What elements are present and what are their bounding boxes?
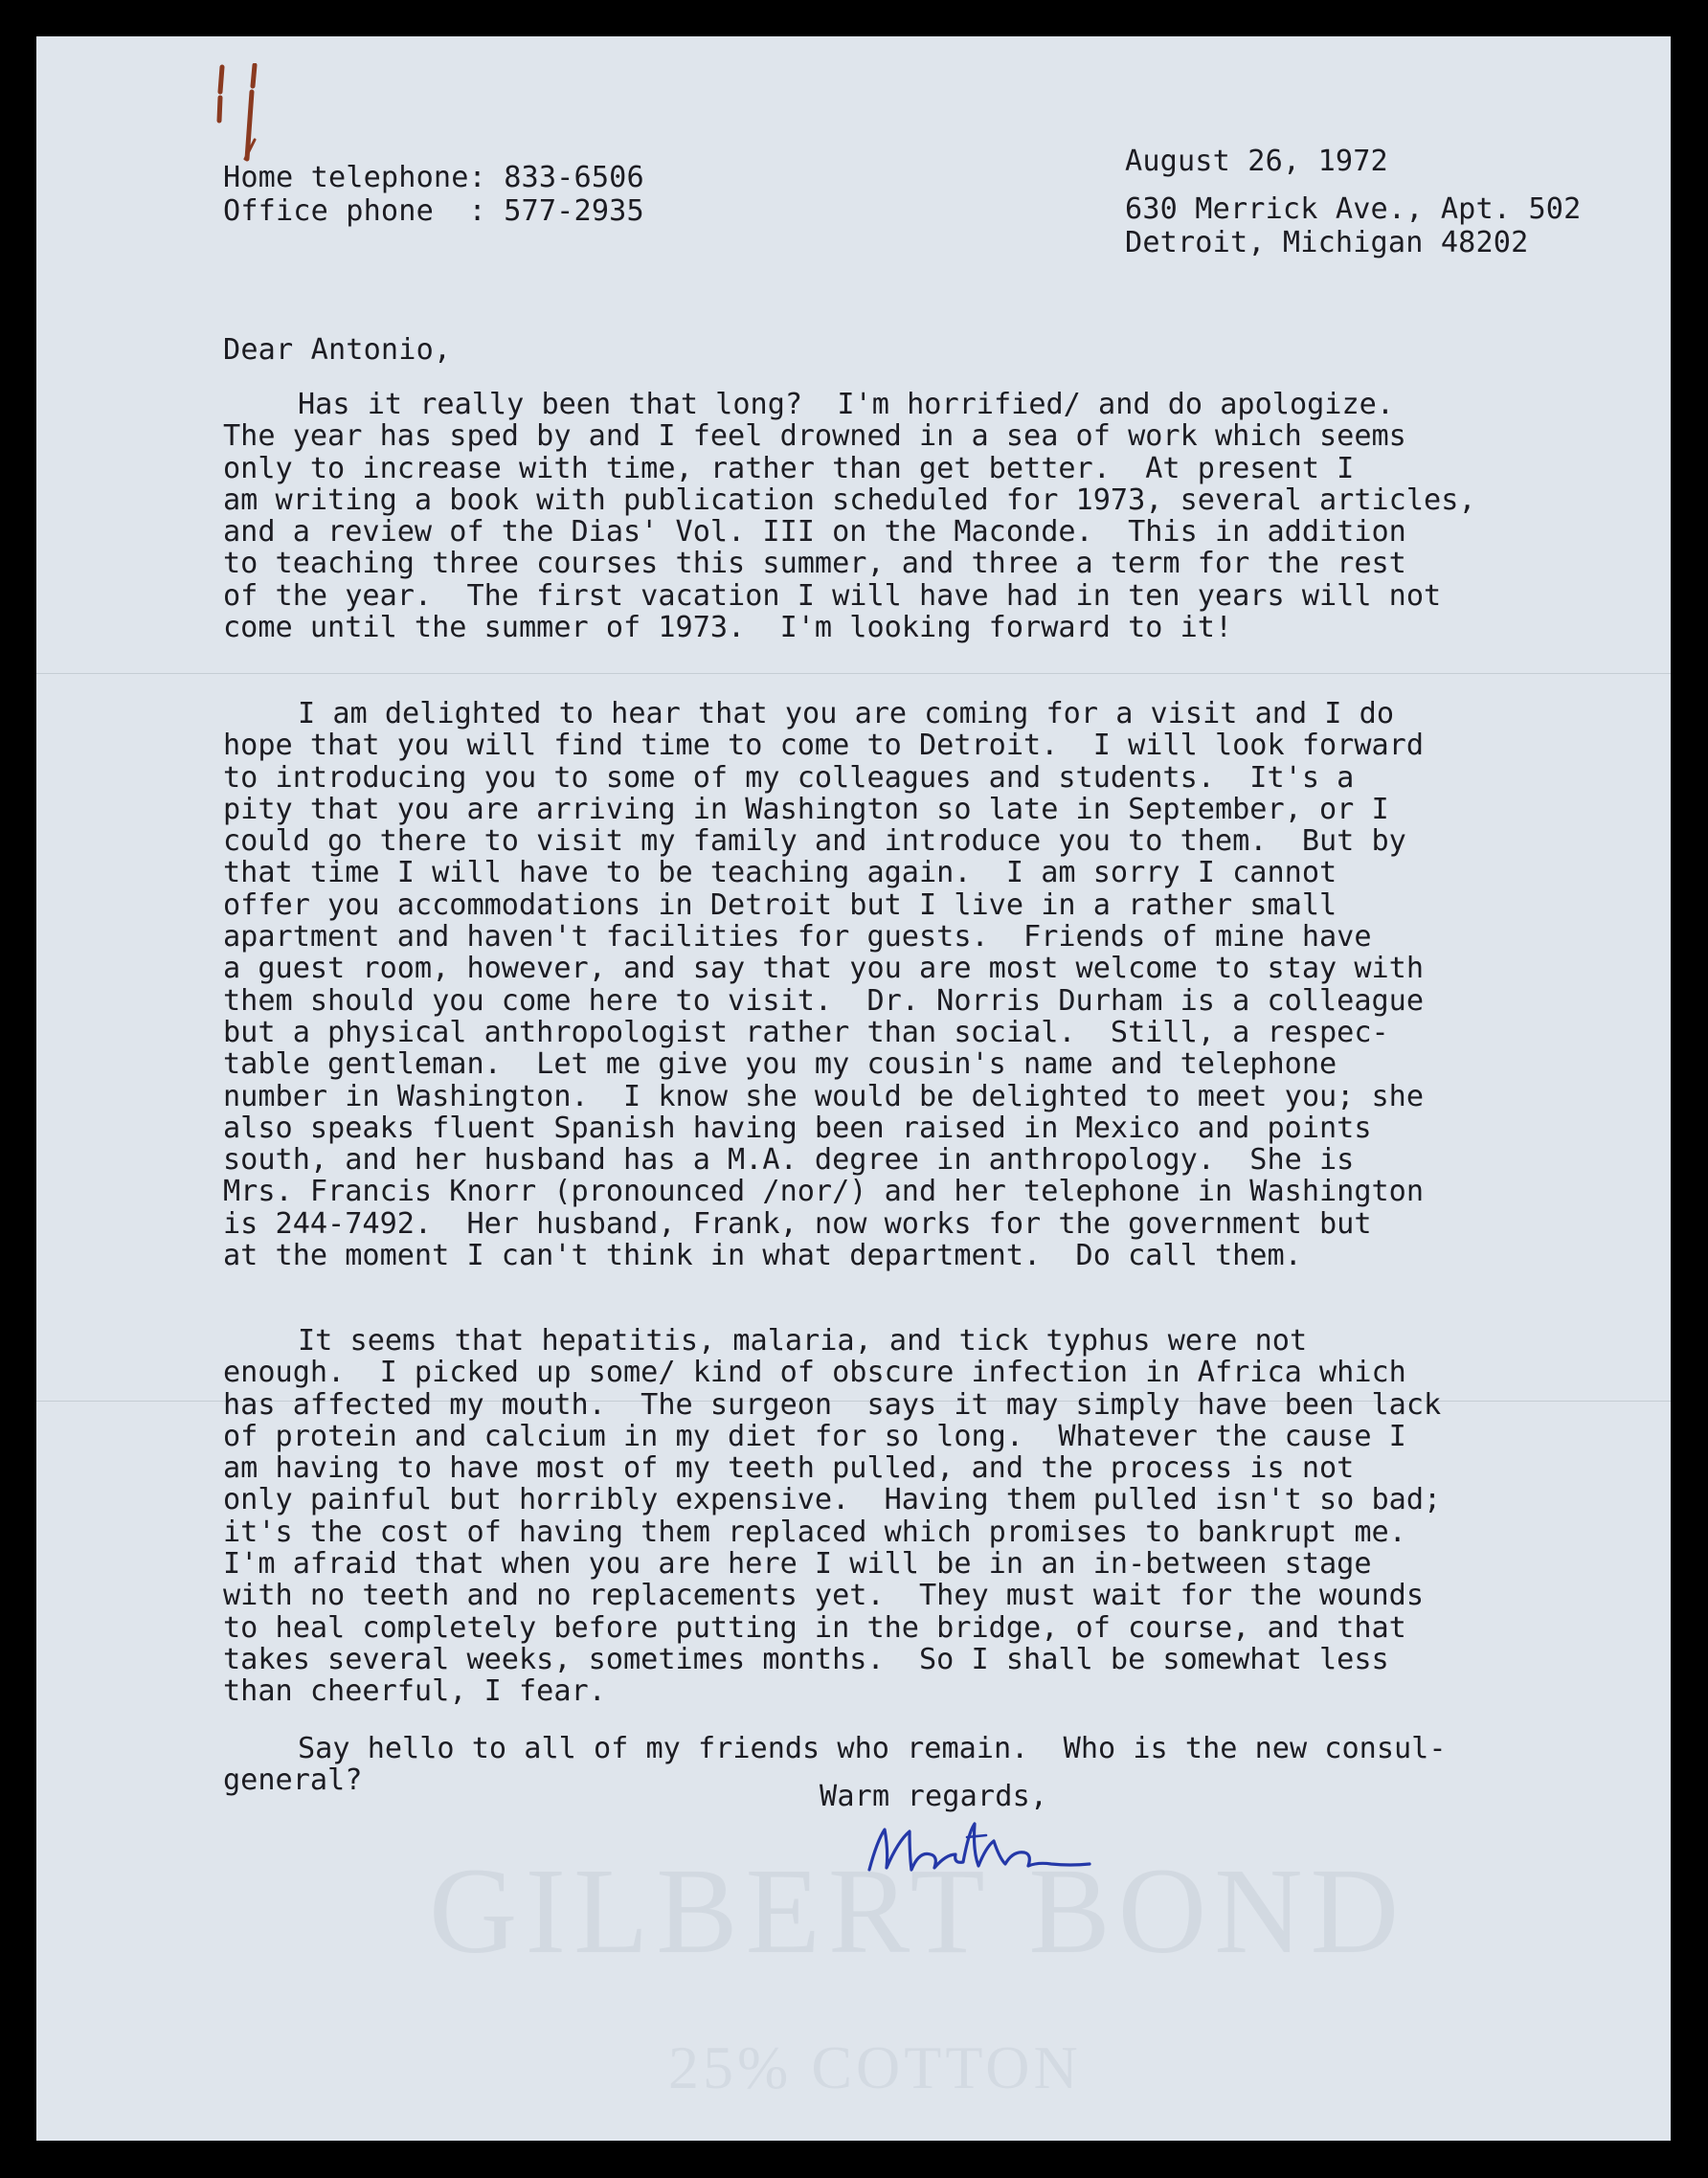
paragraph-line: only painful but horribly expensive. Having them pulled isn't so bad; bbox=[223, 1483, 1442, 1517]
paragraph-line: enough. I picked up some/ kind of obscure infection in Africa which bbox=[223, 1356, 1406, 1390]
paragraph-line: that time I will have to be teaching again. I am sorry I cannot bbox=[223, 856, 1337, 890]
home-telephone-label: Home telephone: bbox=[223, 161, 486, 194]
paragraph-line: pity that you are arriving in Washington so late in September, or I bbox=[223, 792, 1389, 826]
paragraph-line: to introducing you to some of my colleagues and students. It's a bbox=[223, 760, 1355, 795]
paragraph-line: of the year. The first vacation I will have had in ten years will not bbox=[223, 578, 1442, 613]
handwritten-mark bbox=[211, 63, 287, 168]
paragraph-line: I'm afraid that when you are here I will be in an in-between stage bbox=[223, 1547, 1372, 1582]
paragraph-line: has affected my mouth. The surgeon says it may simply have been lack bbox=[223, 1387, 1442, 1422]
body-paragraph-3 bbox=[223, 1325, 1640, 1708]
paragraph-line: with no teeth and no replacements yet. They must wait for the wounds bbox=[223, 1579, 1425, 1613]
paragraph-line: I am delighted to hear that you are coming for a visit and I do bbox=[298, 697, 1394, 730]
paragraph-line: but a physical anthropologist rather than social. Still, a respec- bbox=[223, 1015, 1389, 1049]
paragraph-line: Has it really been that long? I'm horrified/ and do apologize. bbox=[298, 388, 1394, 421]
paragraph-line: could go there to visit my family and introduce you to them. But by bbox=[223, 824, 1406, 859]
body-paragraph-2 bbox=[223, 698, 1640, 1271]
home-telephone-number: 833-6506 bbox=[504, 161, 644, 194]
paragraph-line: table gentleman. Let me give you my cousin's name and telephone bbox=[223, 1047, 1337, 1082]
letter-date: August 26, 1972 bbox=[1125, 145, 1388, 178]
paragraph-line: am writing a book with publication scheduled for 1973, several articles, bbox=[223, 483, 1476, 517]
paragraph-line: to teaching three courses this summer, and three a term for the rest bbox=[223, 547, 1406, 581]
paragraph-line: It seems that hepatitis, malaria, and tick typhus were not bbox=[298, 1324, 1308, 1358]
paragraph-line: them should you come here to visit. Dr. Norris Durham is a colleague bbox=[223, 983, 1425, 1018]
paragraph-line: at the moment I can't think in what department. Do call them. bbox=[223, 1239, 1302, 1273]
paper-watermark: GILBERT BOND bbox=[429, 1843, 1407, 1979]
sender-address-line1: 630 Merrick Ave., Apt. 502 bbox=[1125, 192, 1582, 226]
paragraph-line: The year has sped by and I feel drowned in a sea of work which seems bbox=[223, 419, 1406, 454]
paper-watermark-sub: 25% COTTON bbox=[668, 2033, 1082, 2101]
paragraph-line: than cheerful, I fear. bbox=[223, 1674, 606, 1709]
paragraph-line: am having to have most of my teeth pulled, and the process is not bbox=[223, 1451, 1355, 1486]
signature bbox=[860, 1812, 1109, 1889]
paragraph-line: general? bbox=[223, 1763, 363, 1798]
letter-page bbox=[36, 36, 1671, 2141]
paragraph-line: number in Washington. I know she would be delighted to meet you; she bbox=[223, 1079, 1425, 1113]
paragraph-line: to heal completely before putting in the bridge, of course, and that bbox=[223, 1610, 1406, 1645]
paragraph-line: of protein and calcium in my diet for so long. Whatever the cause I bbox=[223, 1419, 1406, 1453]
fold-line bbox=[36, 673, 1671, 674]
paragraph-line: apartment and haven't facilities for guests. Friends of mine have bbox=[223, 920, 1372, 954]
closing: Warm regards, bbox=[820, 1780, 1048, 1813]
paragraph-line: hope that you will find time to come to Detroit. I will look forward bbox=[223, 729, 1425, 763]
paragraph-line: is 244-7492. Her husband, Frank, now works for the government but bbox=[223, 1206, 1372, 1241]
home-telephone-row bbox=[223, 161, 644, 194]
paragraph-line: only to increase with time, rather than get better. At present I bbox=[223, 451, 1355, 485]
sender-address-line2: Detroit, Michigan 48202 bbox=[1125, 226, 1529, 259]
paragraph-line: also speaks fluent Spanish having been raised in Mexico and points bbox=[223, 1111, 1372, 1145]
paragraph-line: and a review of the Dias' Vol. III on the Maconde. This in addition bbox=[223, 515, 1406, 550]
paragraph-line: it's the cost of having them replaced which promises to bankrupt me. bbox=[223, 1515, 1406, 1549]
paragraph-line: Say hello to all of my friends who remain. Who is the new consul- bbox=[298, 1732, 1447, 1765]
office-phone-row bbox=[223, 194, 644, 228]
salutation: Dear Antonio, bbox=[223, 333, 452, 367]
office-phone-label: Office phone : bbox=[223, 194, 486, 228]
office-phone-number: 577-2935 bbox=[504, 194, 644, 228]
paragraph-line: offer you accommodations in Detroit but I live in a rather small bbox=[223, 887, 1337, 922]
paragraph-line: Mrs. Francis Knorr (pronounced /nor/) and her telephone in Washington bbox=[223, 1175, 1425, 1209]
paragraph-line: a guest room, however, and say that you are most welcome to stay with bbox=[223, 952, 1425, 986]
paragraph-line: come until the summer of 1973. I'm looking forward to it! bbox=[223, 611, 1233, 645]
paragraph-line: takes several weeks, sometimes months. So I shall be somewhat less bbox=[223, 1642, 1389, 1676]
paragraph-line: south, and her husband has a M.A. degree in anthropology. She is bbox=[223, 1143, 1355, 1178]
body-paragraph-1 bbox=[223, 389, 1640, 643]
